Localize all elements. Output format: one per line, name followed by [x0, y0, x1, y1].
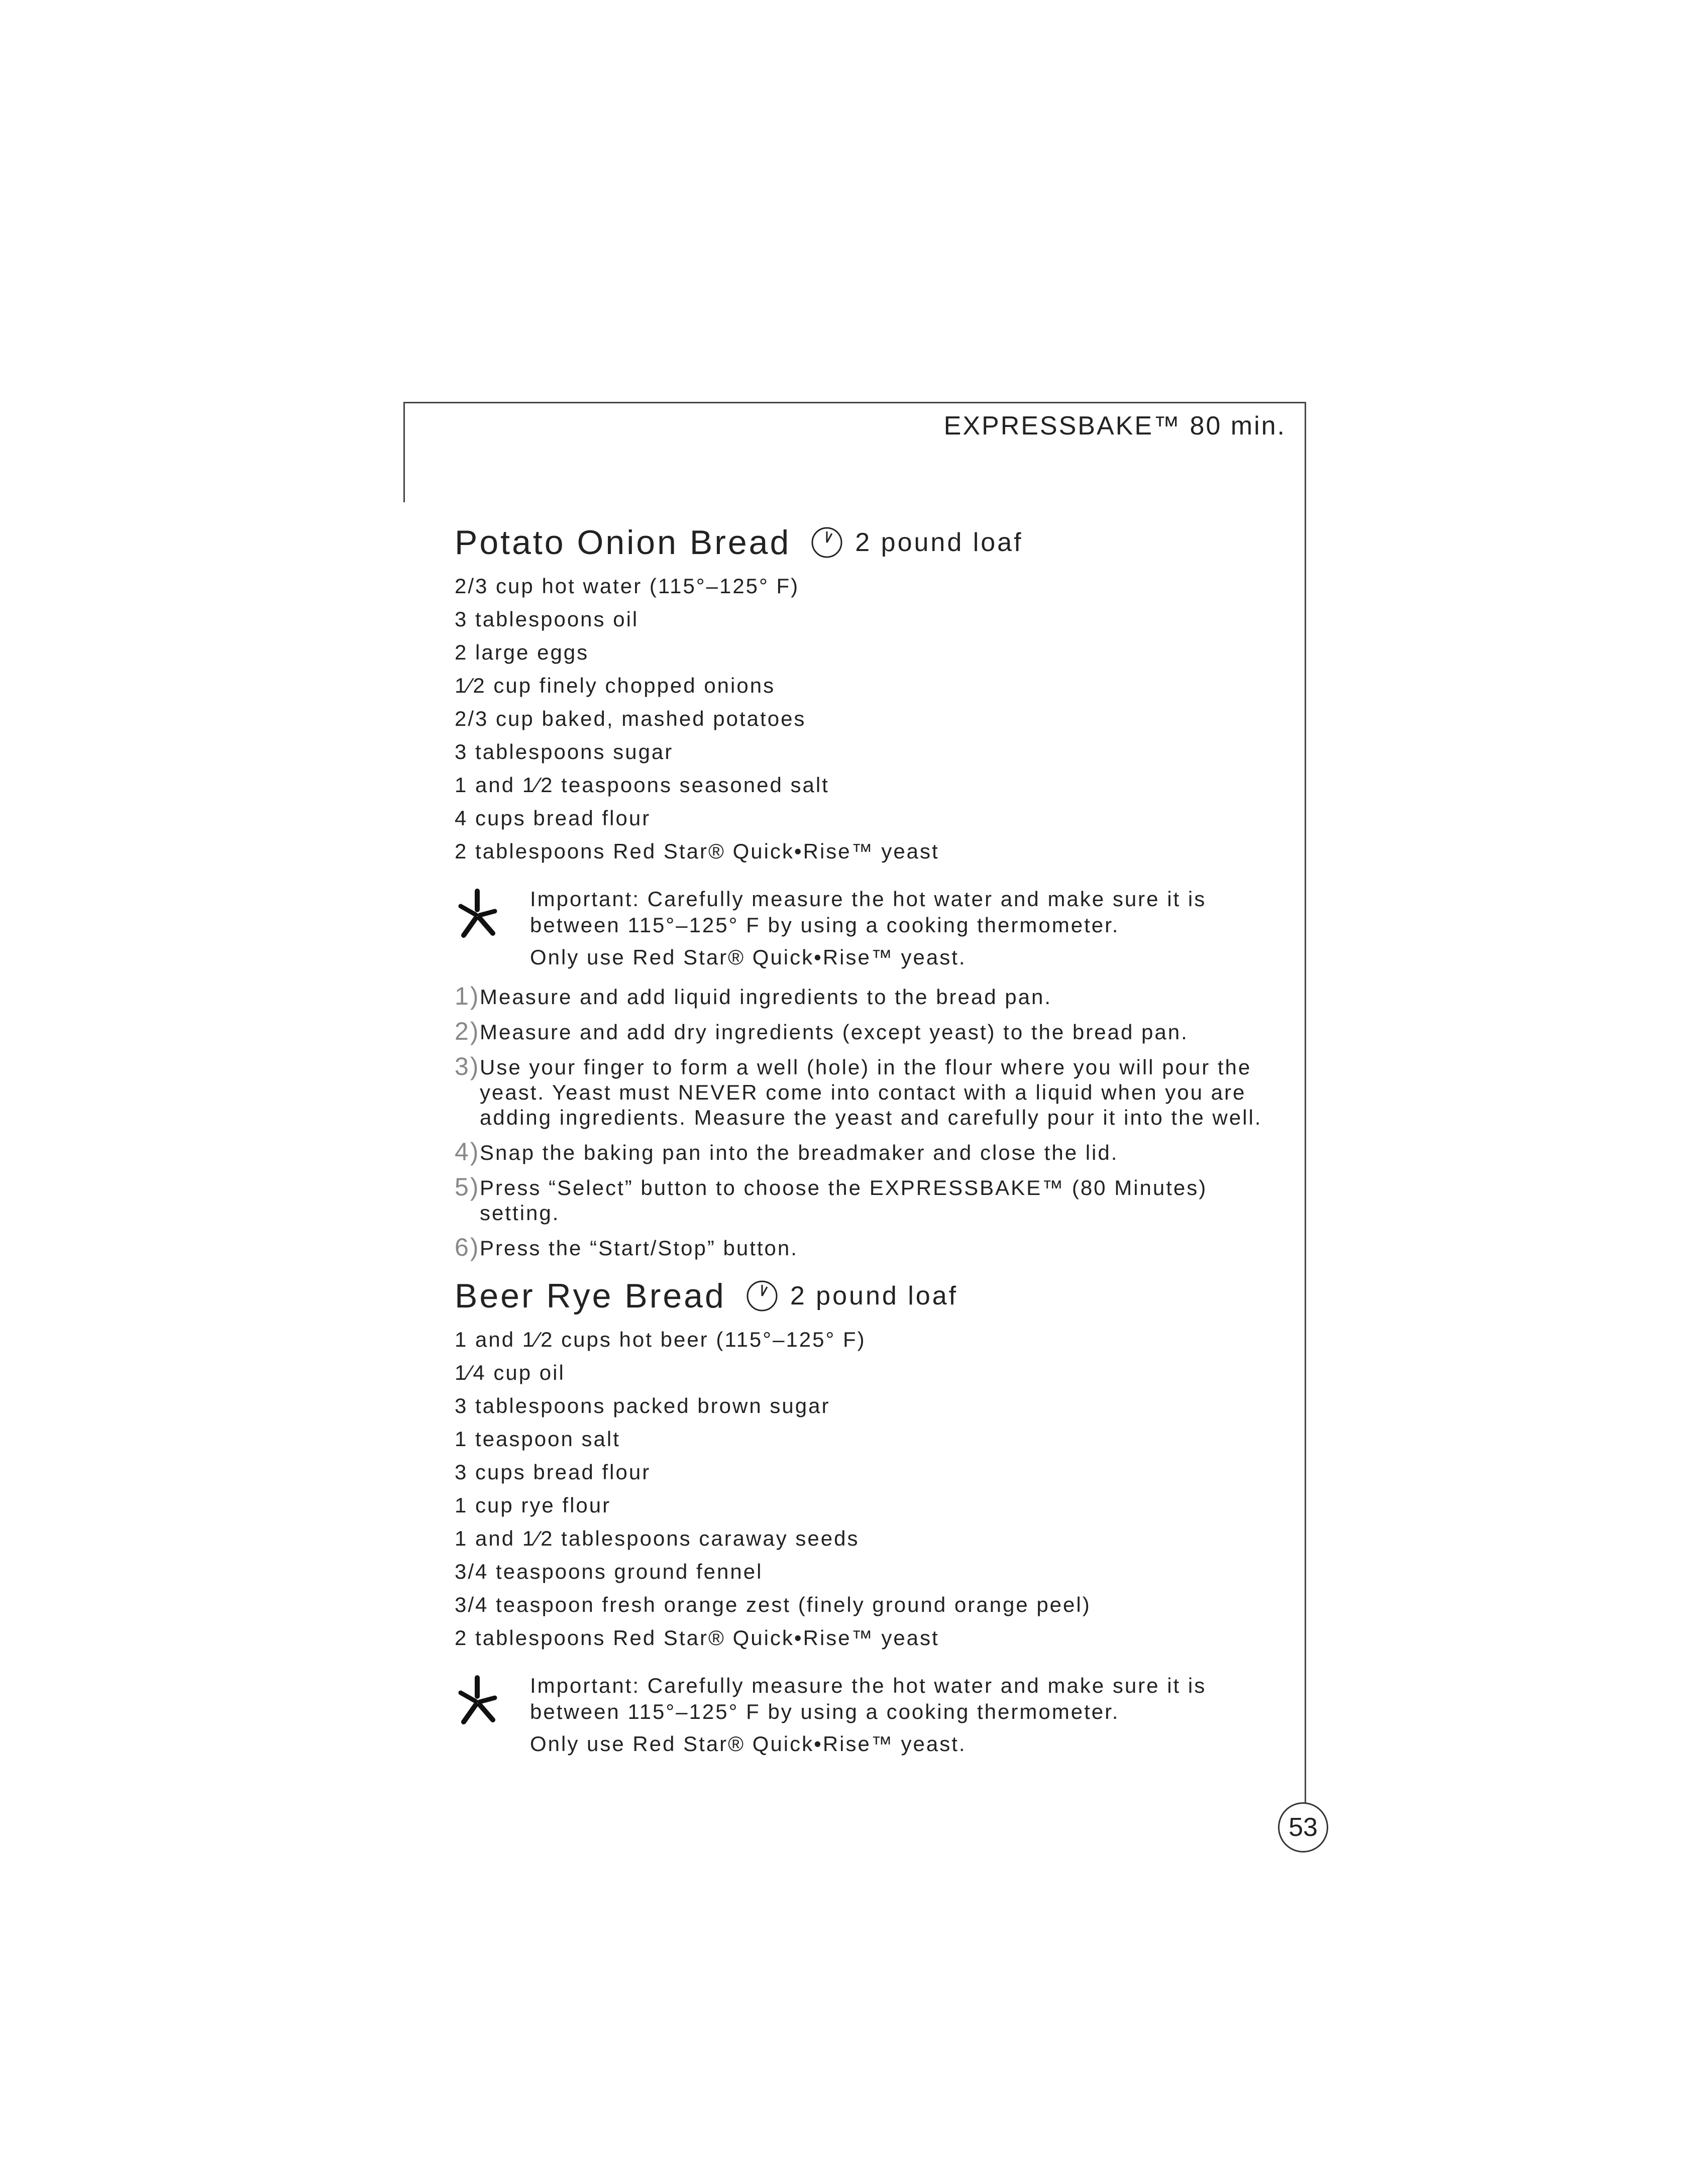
- step-item: [455, 1052, 1278, 1130]
- ingredient-item: 4 cups bread flour: [455, 806, 651, 830]
- important-note: [455, 886, 1278, 970]
- step-number: 2): [455, 1017, 480, 1045]
- clock-icon: [811, 526, 843, 559]
- recipe-title: Potato Onion Bread: [455, 523, 791, 562]
- note-text: Important: Carefully measure the hot water and make sure it is between 115°–125° F by using a cooking thermometer.: [530, 1674, 1207, 1723]
- recipe-title: Beer Rye Bread: [455, 1277, 726, 1315]
- page-frame-right-rule: [1305, 402, 1306, 1814]
- ingredient-item: 1⁄2 cup finely chopped onions: [455, 674, 776, 697]
- step-number: 5): [455, 1173, 480, 1201]
- ingredient-item: 3 tablespoons packed brown sugar: [455, 1394, 830, 1418]
- ingredient-item: 1 cup rye flour: [455, 1493, 611, 1517]
- asterisk-icon: [455, 887, 500, 942]
- note-text: Only use Red Star® Quick•Rise™ yeast.: [530, 1732, 967, 1756]
- step-text: Measure and add dry ingredients (except yeast) to the bread pan.: [480, 1020, 1189, 1044]
- note-text: Only use Red Star® Quick•Rise™ yeast.: [530, 945, 967, 969]
- recipe-potato-onion-bread: [455, 517, 1278, 1271]
- step-item: [455, 1175, 1278, 1226]
- ingredient-item: 1⁄4 cup oil: [455, 1361, 565, 1384]
- step-item: [455, 1017, 1278, 1045]
- recipe-title-row: [455, 517, 1278, 568]
- important-note: [455, 1673, 1278, 1757]
- step-text: Snap the baking pan into the breadmaker and close the lid.: [480, 1141, 1119, 1164]
- ingredient-list: [455, 570, 1278, 868]
- page-number: 53: [1278, 1802, 1328, 1852]
- step-number: 6): [455, 1233, 480, 1261]
- ingredient-item: 3/4 teaspoons ground fennel: [455, 1560, 763, 1583]
- step-list: [455, 982, 1278, 1261]
- ingredient-item: 3 tablespoons oil: [455, 607, 639, 631]
- step-item: [455, 1233, 1278, 1261]
- ingredient-list: [455, 1323, 1278, 1655]
- page-frame-top-rule: [403, 402, 1306, 403]
- note-text: Important: Carefully measure the hot water and make sure it is between 115°–125° F by using a cooking thermometer.: [530, 887, 1207, 937]
- ingredient-item: 2 tablespoons Red Star® Quick•Rise™ yeast: [455, 839, 939, 863]
- step-number: 4): [455, 1138, 480, 1166]
- step-text: Use your finger to form a well (hole) in the flour where you will pour the yeast. Yeast must NEVER come into contact with a liquid when you are adding ingredients. Measure the yeast and carefully pour it into the well.: [480, 1055, 1262, 1129]
- ingredient-item: 2/3 cup baked, mashed potatoes: [455, 707, 806, 730]
- asterisk-icon: [455, 1674, 500, 1729]
- page-header: EXPRESSBAKE™ 80 min.: [943, 411, 1286, 441]
- step-text: Measure and add liquid ingredients to the bread pan.: [480, 985, 1052, 1009]
- step-text: Press the “Start/Stop” button.: [480, 1236, 798, 1260]
- ingredient-item: 3 cups bread flour: [455, 1460, 651, 1484]
- ingredient-item: 3/4 teaspoon fresh orange zest (finely ground orange peel): [455, 1593, 1091, 1616]
- ingredient-item: 2 large eggs: [455, 640, 589, 664]
- ingredient-item: 1 and 1⁄2 teaspoons seasoned salt: [455, 773, 829, 797]
- ingredient-item: 1 and 1⁄2 tablespoons caraway seeds: [455, 1527, 860, 1550]
- ingredient-item: 3 tablespoons sugar: [455, 740, 674, 764]
- step-number: 1): [455, 982, 480, 1010]
- ingredient-item: 2/3 cup hot water (115°–125° F): [455, 574, 800, 598]
- step-item: [455, 982, 1278, 1010]
- step-number: 3): [455, 1052, 480, 1080]
- clock-icon: [746, 1280, 778, 1312]
- step-item: [455, 1140, 1278, 1165]
- ingredient-item: 1 teaspoon salt: [455, 1427, 620, 1451]
- step-text: Press “Select” button to choose the EXPRESSBAKE™ (80 Minutes) setting.: [480, 1176, 1208, 1225]
- recipe-title-row: [455, 1271, 1278, 1321]
- loaf-size: 2 pound loaf: [790, 1281, 958, 1311]
- loaf-size: 2 pound loaf: [855, 528, 1023, 557]
- ingredient-item: 1 and 1⁄2 cups hot beer (115°–125° F): [455, 1328, 866, 1351]
- page-frame-left-rule: [403, 402, 405, 502]
- recipe-beer-rye-bread: [455, 1271, 1278, 1757]
- ingredient-item: 2 tablespoons Red Star® Quick•Rise™ yeast: [455, 1626, 939, 1650]
